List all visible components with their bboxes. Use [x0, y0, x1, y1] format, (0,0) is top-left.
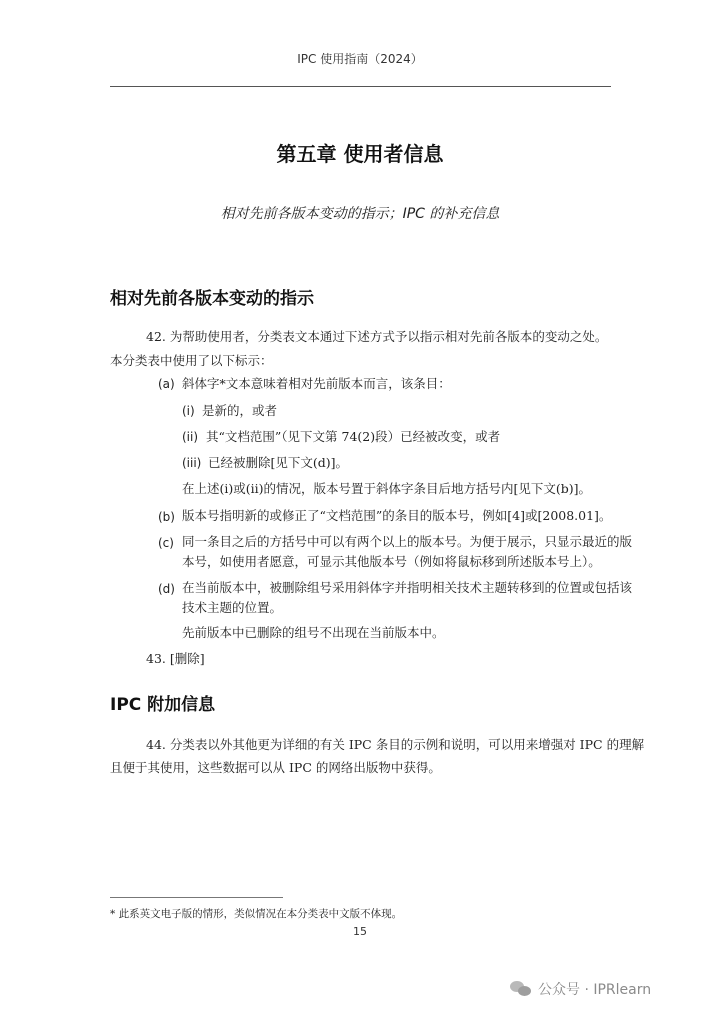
page-number: 15 — [353, 925, 367, 938]
paragraph-44-line2: 且便于其使用，这些数据可以从 IPC 的网络出版物中获得。 — [110, 760, 441, 775]
item-b-text: 版本号指明新的或修正了“文档范围”的条目的版本号，例如[4]或[2008.01]。 — [182, 508, 612, 523]
item-c-text-line1: 同一条目之后的方括号中可以有两个以上的版本号。为便于展示，只显示最近的版 — [182, 534, 633, 549]
chapter-subtitle: 相对先前各版本变动的指示；IPC 的补充信息 — [220, 206, 500, 222]
chapter-title: 第五章 使用者信息 — [276, 142, 444, 166]
footnote: * 此系英文电子版的情形，类似情况在本分类表中文版不体现。 — [110, 908, 403, 920]
watermark — [510, 979, 651, 999]
running-header: IPC 使用指南（2024） — [297, 52, 423, 66]
item-a-text: 斜体字*文本意味着相对先前版本而言，该条目： — [182, 376, 451, 391]
item-a-iii-label: (iii) — [182, 456, 202, 470]
item-a-i-label: (i) — [182, 404, 195, 418]
paragraph-44-line1: 44. 分类表以外其他更为详细的有关 IPC 条目的示例和说明，可以用来增强对 IPC 的理解 — [146, 737, 645, 752]
section-heading-changes: 相对先前各版本变动的指示 — [110, 289, 314, 309]
paragraph-42: 42. 为帮助使用者，分类表文本通过下述方式予以指示相对先前各版本的变动之处。本分类表中使用了以下标示： — [110, 329, 608, 368]
paragraph-43: 43. [删除] — [146, 651, 205, 666]
item-a-i-text: 是新的，或者 — [202, 403, 278, 418]
item-a-iii-text: 已经被删除[见下文(d)]。 — [208, 455, 349, 470]
header-divider — [110, 86, 611, 87]
item-a-note: 在上述(i)或(ii)的情况，版本号置于斜体字条目后地方括号内[见下文(b)]。 — [182, 481, 592, 496]
item-c-text-line2: 本号，如使用者愿意，可显示其他版本号（例如将鼠标移到所述版本号上）。 — [182, 554, 601, 569]
item-b-label: (b) — [158, 510, 175, 524]
section-heading-ipc-info: IPC 附加信息 — [110, 695, 216, 715]
footnote-divider — [110, 897, 283, 898]
item-a-ii-label: (ii) — [182, 430, 199, 444]
item-a-ii-text: 其“文档范围”（见下文第 74(2)段）已经被改变，或者 — [206, 429, 501, 444]
item-d-text-line1: 在当前版本中，被删除组号采用斜体字并指明相关技术主题转移到的位置或包括该 — [182, 580, 633, 595]
wechat-icon — [510, 980, 532, 998]
item-d-label: (d) — [158, 582, 175, 596]
watermark-text: 公众号 · IPRlearn — [538, 982, 652, 998]
item-d-note: 先前版本中已删除的组号不出现在当前版本中。 — [182, 625, 445, 640]
item-c-label: (c) — [158, 536, 174, 550]
item-d-text-line2: 技术主题的位置。 — [182, 600, 283, 615]
item-a-label: (a) — [158, 377, 175, 391]
